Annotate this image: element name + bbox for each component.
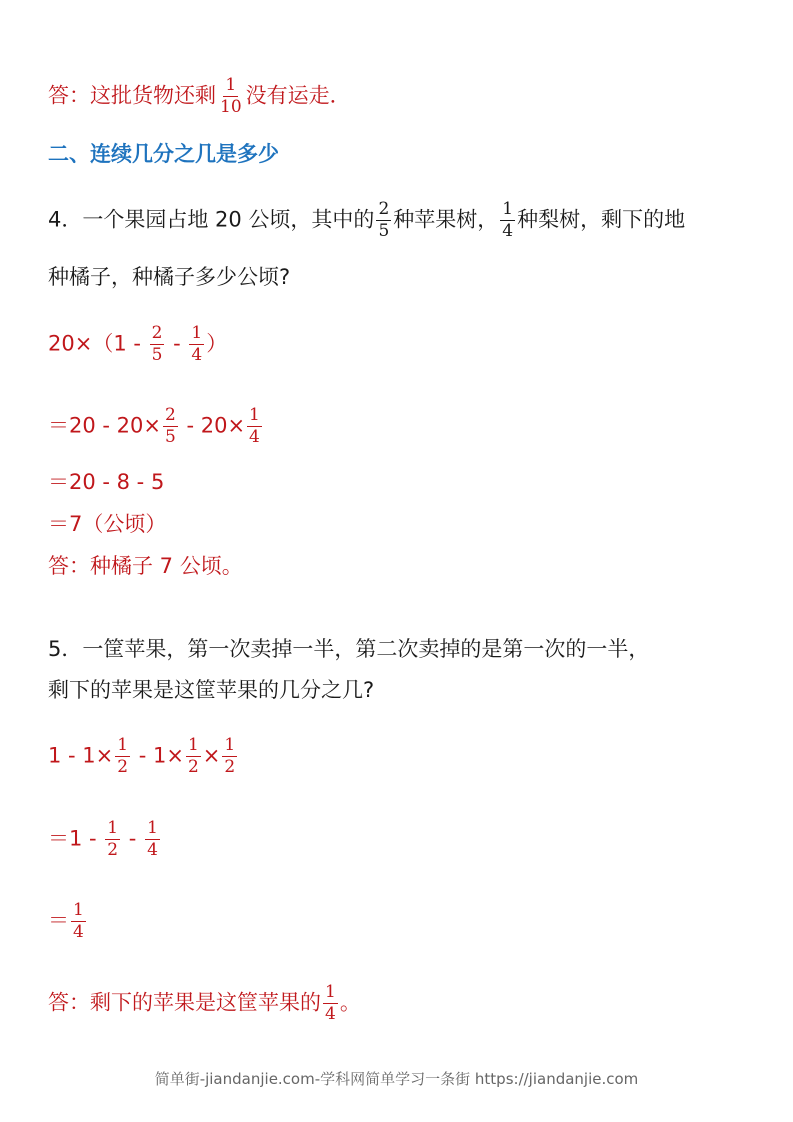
denominator: 2	[107, 840, 119, 860]
solution-5-step-3	[48, 901, 88, 942]
solution-4-step-2	[48, 406, 264, 447]
question-4-text-mid: 种苹果树，	[393, 207, 499, 232]
denominator: 4	[249, 427, 260, 447]
solution-4-step-3: ＝20 - 8 - 5	[48, 470, 165, 494]
question-4-text-end: 种梨树，剩下的地	[517, 207, 686, 232]
question-5: 5．一筐苹果，第一次卖掉一半，第二次卖掉的是第一次的一半，	[48, 637, 650, 661]
expr: - 1×	[132, 743, 184, 768]
denominator: 5	[164, 427, 176, 447]
numerator: 1	[249, 405, 260, 425]
numerator: 1	[225, 75, 237, 95]
answer-5-text: 答：剩下的苹果是这筐苹果的	[48, 990, 321, 1015]
fraction	[186, 736, 201, 777]
denominator: 4	[191, 345, 203, 365]
fraction	[500, 200, 515, 241]
fraction	[376, 200, 391, 241]
numerator: 1	[224, 735, 236, 755]
denominator: 5	[151, 345, 163, 365]
expr: -	[166, 331, 188, 356]
fraction	[71, 901, 86, 942]
expr: 20×（1 -	[48, 331, 148, 356]
numerator: 1	[117, 735, 129, 755]
page-footer: 简单街-jiandanjie.com-学科网简单学习一条街 https://jiandanjie.com	[154, 1070, 639, 1088]
numerator: 2	[164, 405, 176, 425]
fraction	[189, 324, 204, 365]
fraction	[115, 736, 130, 777]
expr: ＝1 -	[48, 826, 104, 851]
fraction	[163, 406, 178, 447]
solution-5-step-1	[48, 736, 239, 777]
denominator: 5	[378, 221, 390, 241]
numerator: 1	[325, 982, 336, 1002]
denominator: 2	[187, 757, 199, 777]
expr: ＝20 - 20×	[48, 413, 161, 438]
expr: -	[122, 826, 144, 851]
answer-3-text: 答：这批货物还剩	[48, 83, 216, 108]
question-4-text: 4．一个果园占地 20 公顷，其中的	[48, 207, 375, 232]
denominator: 2	[117, 757, 129, 777]
fraction	[323, 983, 338, 1024]
question-4	[48, 200, 685, 241]
numerator: 2	[151, 323, 163, 343]
answer-4: 答：种橘子 7 公顷。	[48, 554, 243, 578]
numerator: 2	[378, 199, 390, 219]
solution-4-step-1	[48, 324, 227, 365]
numerator: 1	[147, 818, 158, 838]
denominator: 4	[147, 840, 158, 860]
numerator: 1	[187, 735, 199, 755]
section-title: 二、连续几分之几是多少	[48, 142, 279, 166]
fraction	[218, 76, 244, 117]
denominator: 2	[224, 757, 236, 777]
fraction	[222, 736, 237, 777]
question-4-continued: 种橘子，种橘子多少公顷?	[48, 265, 291, 289]
answer-3-text-end: 没有运走．	[245, 83, 351, 108]
fraction	[150, 324, 165, 365]
answer-3	[48, 76, 351, 117]
expr: 1 - 1×	[48, 743, 114, 768]
answer-5	[48, 983, 361, 1024]
expr: ）	[206, 331, 228, 356]
expr: ＝	[48, 908, 69, 933]
denominator: 4	[73, 922, 84, 942]
solution-4-step-4: ＝7（公顷）	[48, 512, 167, 536]
numerator: 1	[73, 900, 84, 920]
fraction	[247, 406, 262, 447]
numerator: 1	[107, 818, 119, 838]
denominator: 4	[325, 1004, 336, 1024]
expr: - 20×	[179, 413, 246, 438]
fraction	[145, 819, 160, 860]
fraction	[105, 819, 120, 860]
answer-5-text-end: 。	[339, 990, 361, 1015]
expr: ×	[202, 743, 221, 768]
denominator: 10	[220, 97, 242, 117]
denominator: 4	[502, 221, 514, 241]
solution-5-step-2	[48, 819, 162, 860]
numerator: 1	[191, 323, 203, 343]
numerator: 1	[502, 199, 514, 219]
question-5-continued: 剩下的苹果是这筐苹果的几分之几?	[48, 678, 375, 702]
